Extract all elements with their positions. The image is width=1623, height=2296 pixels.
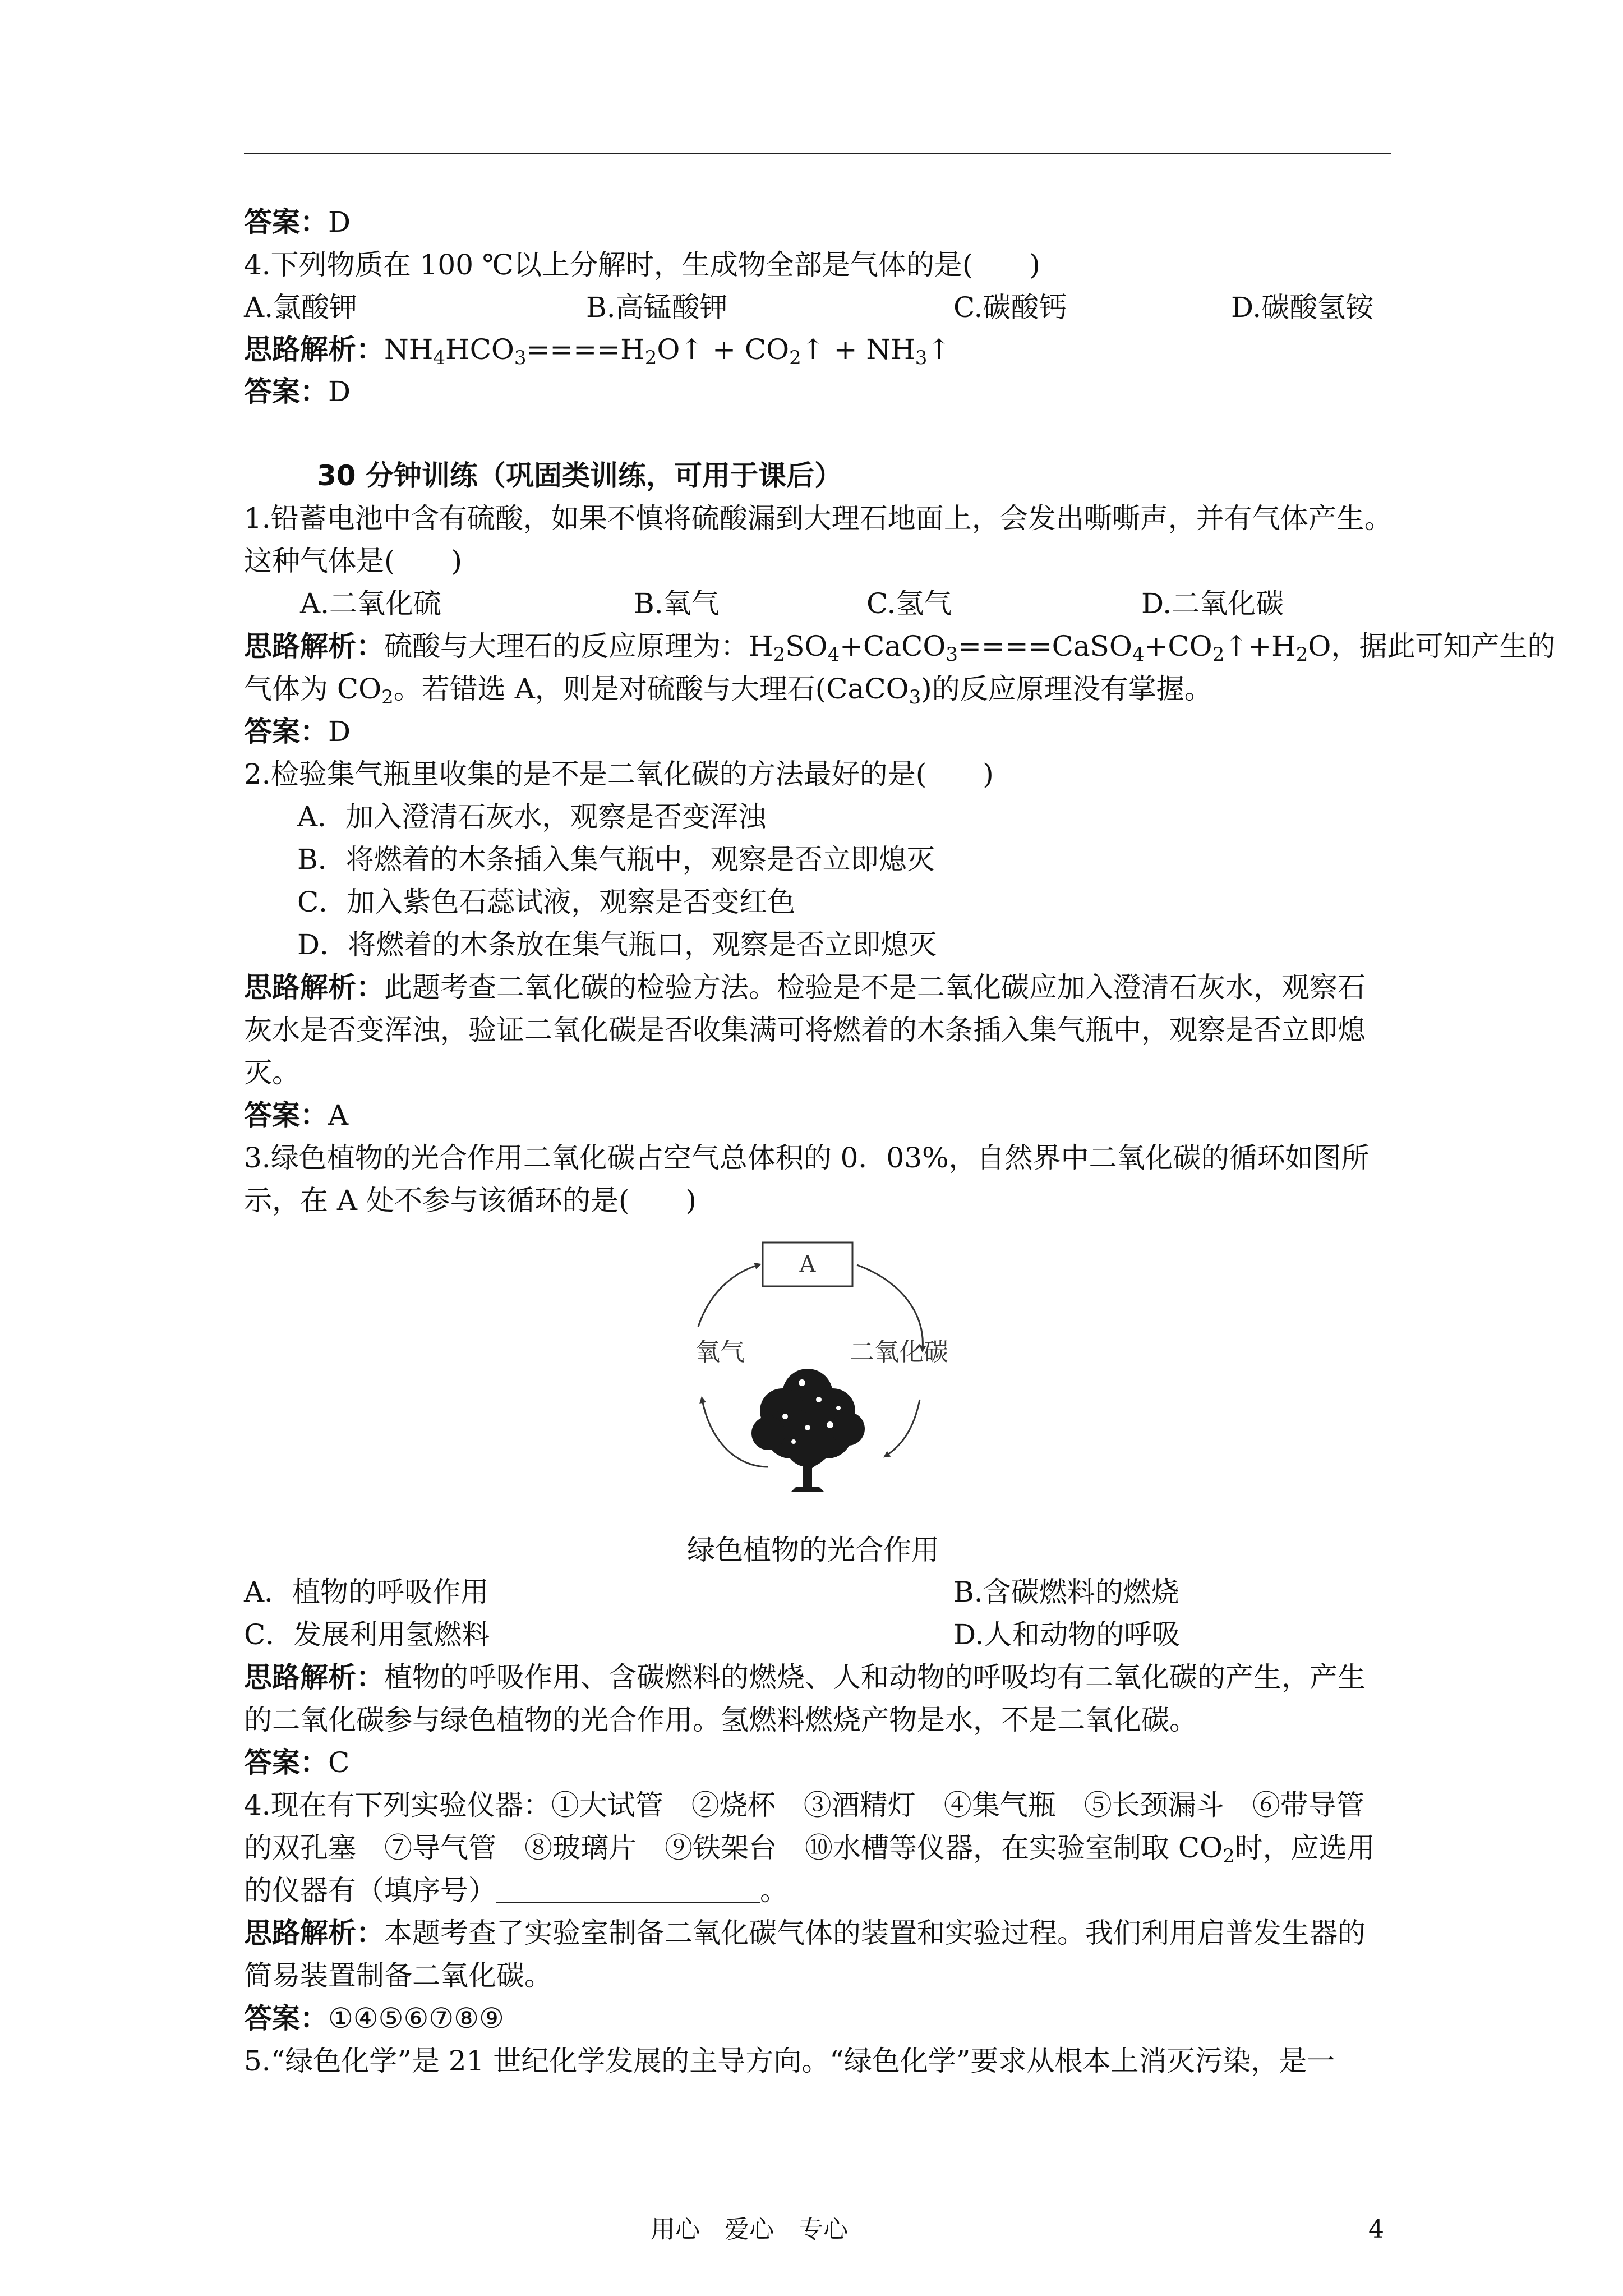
arrow-bottom-right xyxy=(886,1400,920,1456)
tree-icon xyxy=(751,1369,865,1492)
section-title: 30 分钟训练（巩固类训练，可用于课后） xyxy=(317,459,842,492)
question-4-b-line3: 的仪器有（填序号） 。 xyxy=(244,1874,788,1907)
question-2-option-b: B．将燃着的木条插入集气瓶中，观察是否立即熄灭 xyxy=(297,843,935,876)
question-4-b-explanation-2: 简易装置制备二氧化碳。 xyxy=(244,1959,552,1992)
question-1-explanation-2: 气体为 $CO_2$。若错选 A，则是对硫酸与大理石(CaCO$_3$)的反应原理没有掌握。 xyxy=(244,673,1212,708)
question-2-answer: 答案：A xyxy=(244,1099,349,1131)
question-5: 5.“绿色化学”是 21 世纪化学发展的主导方向。“绿色化学”要求从根本上消灭污染，是一 xyxy=(244,2045,1335,2077)
footer-motto: 用心 爱心 专心 xyxy=(651,2215,848,2244)
page-number: 4 xyxy=(1368,2215,1384,2244)
question-1-explanation: 思路解析：硫酸与大理石的反应原理为：$H_2SO_4+CaCO_3====CaSO_4+CO_2↑+H_2O$，据此可知产生的 xyxy=(244,630,1556,666)
question-4-b: 4.现在有下列实验仪器：①大试管 ②烧杯 ③酒精灯 ④集气瓶 ⑤长颈漏斗 ⑥带导管 xyxy=(244,1789,1364,1821)
question-2-explanation: 思路解析：此题考查二氧化碳的检验方法。检验是不是二氧化碳应加入澄清石灰水，观察石 xyxy=(244,971,1366,1004)
question-2-explanation-2: 灰水是否变浑浊，验证二氧化碳是否收集满可将燃着的木条插入集气瓶中，观察是否立即熄 xyxy=(244,1014,1366,1046)
answer-line: 答案：D xyxy=(244,206,351,238)
question-4: 4.下列物质在 100 ℃以上分解时，生成物全部是气体的是( ) xyxy=(244,249,1040,281)
question-1: 1.铅蓄电池中含有硫酸，如果不慎将硫酸漏到大理石地面上，会发出嘶嘶声，并有气体产生。 xyxy=(244,502,1393,535)
question-2-option-d: D．将燃着的木条放在集气瓶口，观察是否立即熄灭 xyxy=(297,928,937,961)
question-4-b-explanation: 思路解析：本题考查了实验室制备二氧化碳气体的装置和实验过程。我们利用启普发生器的 xyxy=(244,1917,1366,1949)
co2-label: 二氧化碳 xyxy=(850,1338,948,1366)
header-rule xyxy=(244,153,1391,154)
question-4-b-answer: 答案：①④⑤⑥⑦⑧⑨ xyxy=(244,2002,504,2035)
figure-caption: 绿色植物的光合作用 xyxy=(687,1534,939,1566)
question-3-answer: 答案：C xyxy=(244,1746,350,1779)
question-2-explanation-3: 灭。 xyxy=(244,1056,300,1089)
box-a-label: A xyxy=(799,1251,816,1277)
question-1-line2: 这种气体是( ) xyxy=(244,545,463,577)
answer-blank[interactable] xyxy=(496,1874,760,1903)
arrow-top-left xyxy=(698,1265,758,1327)
question-4-options: A.氯酸钾 B.高锰酸钾 C.碳酸钙 D.碳酸氢铵 xyxy=(244,291,1374,324)
question-3: 3.绿色植物的光合作用二氧化碳占空气总体积的 0．03%，自然界中二氧化碳的循环如图所 xyxy=(244,1142,1370,1174)
question-2: 2.检验集气瓶里收集的是不是二氧化碳的方法最好的是( ) xyxy=(244,758,994,790)
carbon-cycle-diagram xyxy=(639,1231,987,1534)
question-2-option-a: A．加入澄清石灰水，观察是否变浑浊 xyxy=(297,800,767,833)
answer-line: 答案：D xyxy=(244,375,351,408)
box-a xyxy=(763,1243,852,1286)
question-3-line2: 示，在 A 处不参与该循环的是( ) xyxy=(244,1184,697,1217)
question-2-option-c: C．加入紫色石蕊试液，观察是否变红色 xyxy=(297,886,796,918)
question-4-b-line2: 的双孔塞 ⑦导气管 ⑧玻璃片 ⑨铁架台 ⑩水槽等仪器，在实验室制取 $CO_2$时，应选用 xyxy=(244,1832,1375,1867)
explanation-line: 思路解析：$NH_4HCO_3====H_2O↑$ + $CO_2↑$ + $NH_3↑$ xyxy=(244,333,951,369)
question-1-answer: 答案：D xyxy=(244,715,351,748)
question-3-options-2: C．发展利用氢燃料 D.人和动物的呼吸 xyxy=(244,1618,1181,1651)
question-3-explanation-2: 的二氧化碳参与绿色植物的光合作用。氢燃料燃烧产物是水，不是二氧化碳。 xyxy=(244,1704,1197,1736)
question-3-explanation: 思路解析：植物的呼吸作用、含碳燃料的燃烧、人和动物的呼吸均有二氧化碳的产生，产生 xyxy=(244,1661,1366,1694)
arrow-right xyxy=(857,1265,923,1349)
question-3-options-1: A．植物的呼吸作用 B.含碳燃料的燃烧 xyxy=(244,1576,1179,1608)
question-1-options: A.二氧化硫 B.氧气 C.氢气 D.二氧化碳 xyxy=(300,587,1284,620)
oxygen-label: 氧气 xyxy=(695,1338,745,1366)
